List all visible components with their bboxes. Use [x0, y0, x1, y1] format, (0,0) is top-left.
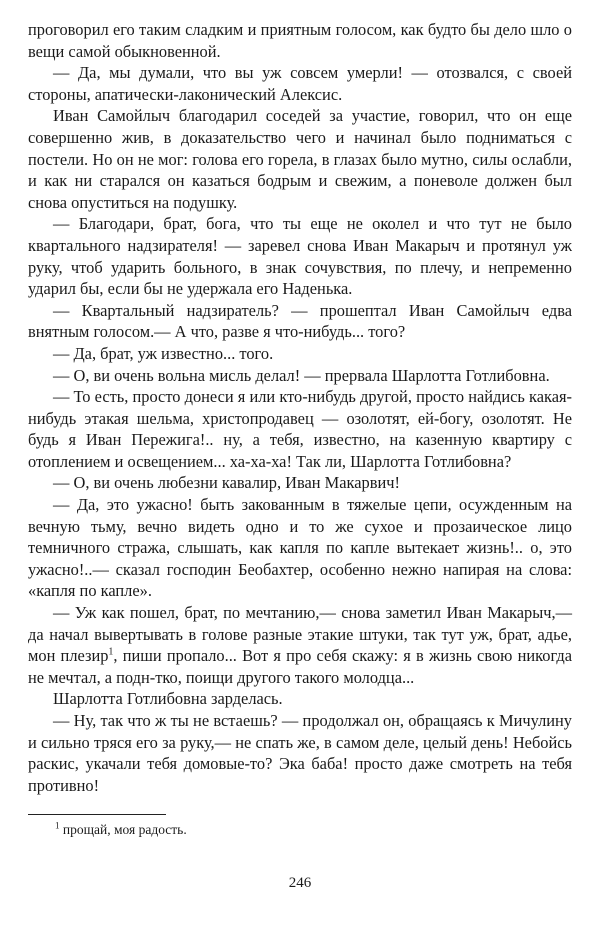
paragraph-9 — [28, 472, 572, 494]
paragraph-11-text-after: , пиши пропало... Вот я про себя скажу: я в жизнь свою никогда не мечтал, а подн-тко, поищи другого такого молодца... — [28, 646, 572, 687]
paragraph-7 — [28, 365, 572, 387]
paragraph-7-text: — О, ви очень вольна мисль делал! — прервала Шарлотта Готлибовна. — [53, 365, 550, 385]
footnote-text: прощай, моя радость. — [62, 822, 187, 837]
footnote-marker: 1 — [55, 820, 60, 831]
paragraph-11 — [28, 602, 572, 688]
paragraph-12-text: Шарлотта Готлибовна зарделась. — [53, 689, 283, 709]
paragraph-4-text: — Благодари, брат, бога, что ты еще не околел и что тут не было квартального надзирателя! — заревел снова Иван Макарыч и протянул уж руку, чтоб ударить больного, в знак сочувствия, по плечу, и непременно ударил бы, если бы не удержала его Наденька. — [28, 214, 572, 299]
page-number: 246 — [288, 875, 312, 891]
paragraph-6 — [28, 343, 572, 365]
body-text — [28, 19, 572, 796]
paragraph-3 — [28, 105, 572, 213]
paragraph-8-text: — То есть, просто донеси я или кто-нибудь другой, просто найдись какая-нибудь этакая шельма, христопродавец — озолотят, ей-богу, озолотят. Не будь я Иван Пережига!.. ну, а тебя, известно, на казенную квартиру с отоплением и освещением... ха-ха-ха! Так ли, Шарлотта Готлибовна? — [28, 387, 572, 471]
paragraph-13 — [28, 710, 572, 796]
paragraph-8 — [28, 386, 572, 472]
paragraph-5-text: — Квартальный надзиратель? — прошептал Иван Самойлыч едва внятным голосом.— А что, разве я что-нибудь... того? — [28, 300, 572, 342]
paragraph-2-text: — Да, мы думали, что вы уж совсем умерли! — отозвался, с своей стороны, апатически-лаконический Алексис. — [28, 63, 572, 104]
paragraph-9-text: — О, ви очень любезни кавалир, Иван Макарвич! — [53, 473, 400, 493]
paragraph-5 — [28, 300, 572, 343]
paragraph-11-text: — Уж как пошел, брат, по мечтанию,— снова заметил Иван Макарыч,— да начал вывертывать в голове разные этакие штуки, так тут уж, брат, адье, мон плезир — [28, 603, 572, 666]
paragraph-6-text: — Да, брат, уж известно... того. — [53, 343, 274, 363]
footnote-reference: 1 — [108, 646, 114, 658]
paragraph-2 — [28, 62, 572, 105]
paragraph-1-text: проговорил его таким сладким и приятным голосом, как будто бы дело шло о вещи самой обыкновенной. — [28, 20, 572, 61]
footnote — [55, 821, 187, 839]
paragraph-10-text: — Да, это ужасно! быть закованным в тяжелые цепи, осужденным на вечную тьму, вечно видеть одно и то же сухое и прозаическое лицо темничного стража, слышать, как капля по капле вытекает жизнь!.. о, это ужасно!..— сказал господин Беобахтер, особенно нежно напирая на слова: «капля по капле». — [28, 495, 572, 601]
paragraph-13-text: — Ну, так что ж ты не встаешь? — продолжал он, обращаясь к Мичулину и сильно тряся его за руку,— не спать же, в самом деле, целый день! Небойсь раскис, укачали тебя домовые-то? Эка баба! просто даже смотреть на тебя противно! — [28, 711, 572, 795]
paragraph-12 — [28, 688, 572, 710]
paragraph-4 — [28, 213, 572, 299]
paragraph-3-text: Иван Самойлыч благодарил соседей за участие, говорил, что он еще совершенно жив, в доказательство чего и начинал было подниматься с постели. Но он не мог: голова его горела, в глазах было мутно, силы ослабли, и как ни старался он казаться бодрым и свежим, а поневоле должен был снова опуститься на подушку. — [28, 106, 572, 212]
paragraph-10 — [28, 494, 572, 602]
footnote-divider — [28, 814, 166, 815]
paragraph-1 — [28, 19, 572, 62]
